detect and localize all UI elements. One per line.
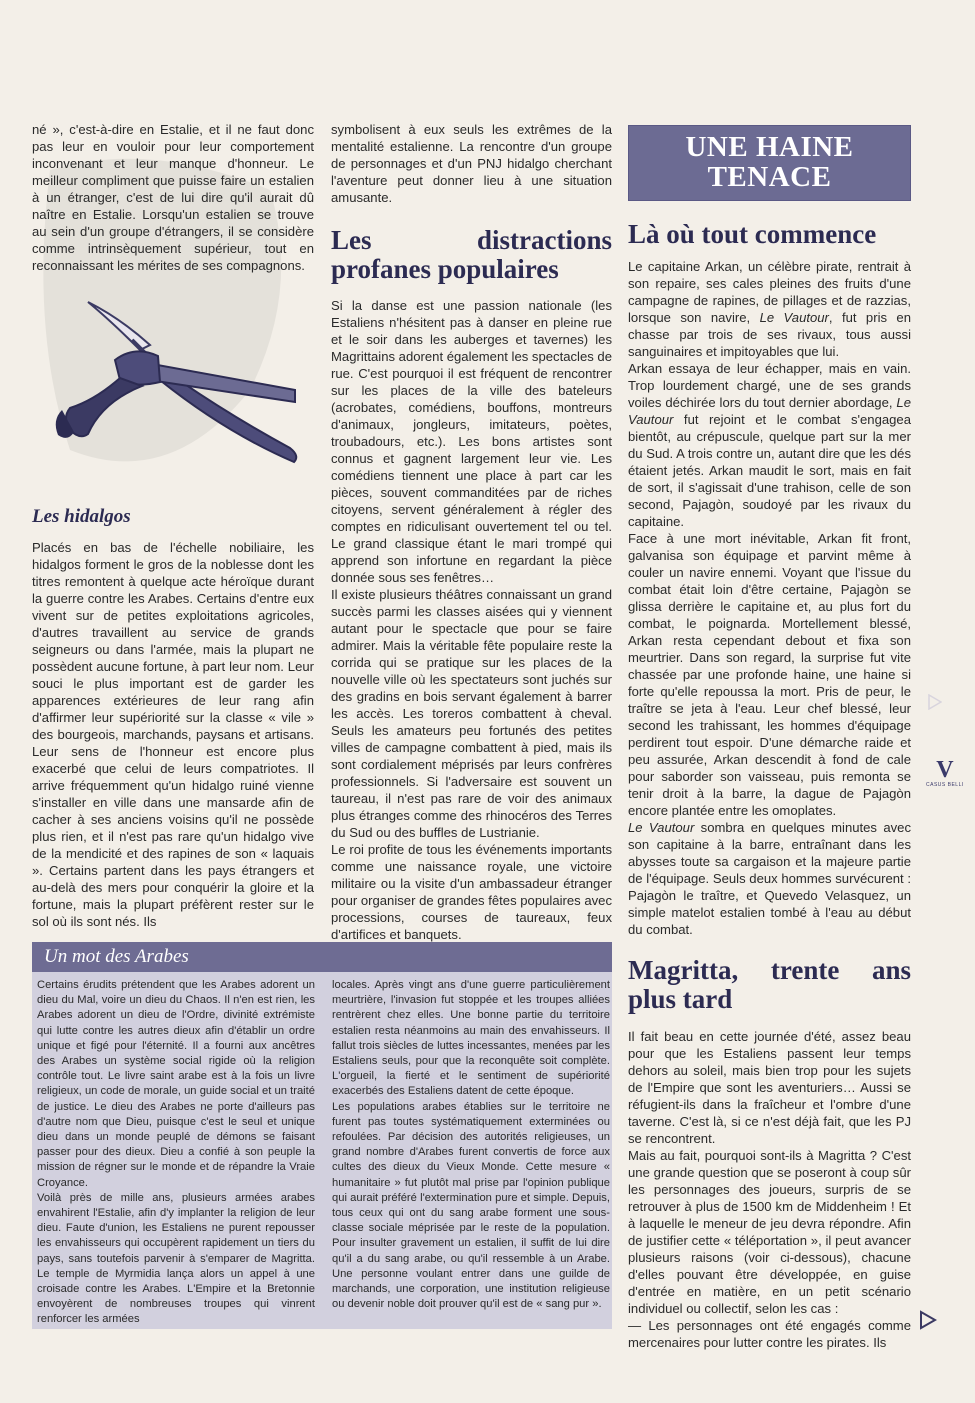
commence-p1 <box>628 258 911 360</box>
distractions-p3: Le roi profite de tous les événements importants comme une naissance royale, une victoire militaire ou la visite d'un ambassadeur étranger pour organiser de grandes fêtes populaires avec processions, courses de taureaux, feux d'artifices et banquets. <box>331 842 612 942</box>
commence-p2-a: Arkan essaya de leur échapper, mais en vain. Trop lourdement chargé, une de ses grands voiles déchirée lors du tout dernier abordage, <box>628 361 911 410</box>
commence-p1-a: Le capitaine Arkan, un célèbre pirate, rentrait à son repaire, ses cales pleines des fruits d'une campagne de rapines, de pillages et de razzias, lorsque son navire, <box>628 259 911 325</box>
sidebar-left-p2: Voilà près de mille ans, plusieurs armées arabes envahirent l'Estalie, afin d'y implanter la religion de leur dieu. Faute d'union, les Estaliens ne purent repousser les envahisseurs qui occupèrent rapidement un tiers du pays, sans toutefois parvenir à s'emparer de Magritta. Le temple de Myrmidia lança alors un appel à une croisade contre les Arabes. L'Empire et la Bretonnie envoyèrent de nombreuses troupes qui vinrent renforcer les armées <box>37 1191 315 1326</box>
commence-p4 <box>628 819 911 938</box>
faint-triangle-icon <box>928 694 942 710</box>
triangle-right-icon[interactable] <box>919 1310 937 1330</box>
commence-p4-b: sombra en quelques minutes avec son capitaine à la barre, entraînant dans les abysses toute sa cargaison et la majeure partie de l'équipage. Seuls deux hommes survécurent : Pajagòn le traître, et Quevedo Velasquez, un simple matelot estalien tombé à l'eau au début du combat. <box>628 820 912 937</box>
hidalgos-text: Placés en bas de l'échelle nobiliaire, les hidalgos forment le gros de la noblesse dont les titres remontent à quelque acte héroïque durant la guerre contre les Arabes. Certains d'entre eux vivent sur de petites exploitations agricoles, d'autres travaillent au service de grands seigneurs ou dans l'armée, mais la plupart ne possèdent aucune fortune, à part leur nom. Leur souci le plus important est de garder les apparences extérieures de leur rang afin d'affirmer leur supériorité sur la classe « vile » des bourgeois, marchands, paysans et artisans. Leur sens de l'honneur est encore plus exacerbé que celui de leurs compatriotes. Il arrive fréquemment qu'un hidalgo ruiné vienne s'installer en ville dans une mansarde afin de cacher à ses anciens voisins qu'il ne possède plus rien, et il n'est pas rare qu'un hidalgo vive de la mendicité et des rapines de son « laquais ». Certains partent dans les pays étrangers et au-delà des mers pour conquérir la gloire et la fortune, mais la plupart préfèrent rester sur le sol où ils sont nés. Ils <box>32 540 314 929</box>
page-section-mark <box>926 758 964 788</box>
col1-intro: né », c'est-à-dire en Estalie, et il ne faut donc pas leur en vouloir pour leur comportement inconvenant et leur manque d'honneur. Le meilleur compliment que puisse faire un estalien à un étranger, c'est de lui dire qu'il aurait dû naître en Estalie. Lorsqu'un estalien se trouve au sein d'un groupe d'étrangers, il se considère comme intrinsèquement supérieur, tout en reconnaissant les mérites de ses compagnons. <box>32 122 314 273</box>
sidebar-column-left <box>37 978 315 1328</box>
commence-heading: Là où tout commence <box>628 219 877 249</box>
ship-name: Le Vautour <box>628 395 911 427</box>
distractions-p2: Il existe plusieurs théâtres connaissant un grand succès parmi les classes aisées qui y viennent autant pour le spectacle que pour se faire admirer. Mais la véritable fête populaire reste la corrida qui se pratique sur les places de la nouvelle ville où les spectateurs sont juchés sur des gradins en bois servant également à barrer les accès. Les toreros combattent à cheval. Seuls les amateurs peu fortunés des petites villes de campagne combattent à pied, mais ils sont cordialement méprisés par leurs confrères professionnels. Si l'adversaire est souvent un taureau, il n'est pas rare de voir des animaux plus étranges comme des rhinocéros des Terres du Sud ou des buffles de Lustrianie. <box>331 587 612 840</box>
column-middle <box>331 121 612 943</box>
distractions-heading: Les distractions profanes populaires <box>331 225 612 284</box>
distractions-p1: Si la danse est une passion nationale (les Estaliens n'hésitent pas à danser en pleine rue et le soir dans les auberges et tavernes) les Magrittains adorent également les spectacles de rue. C'est pourquoi il est fréquent de rencontrer sur les places de la ville des bateleurs (acrobates, comédiens, bouffons, montreurs d'animaux, jongleurs, imitateurs, poètes, troubadours, etc.). Les bons artistes sont connus et gagnent largement leur vie. Les comédiens tiennent une place à part car les pièces, souvent commanditées par de riches citoyens, servent généralement à régler des comptes en ridiculisant ouvertement tel ou tel. Le grand classique étant le mari trompé qui apprend son infortune en regardant la pièce donnée sous ses fenêtres… <box>331 298 612 585</box>
magritta-p1: Il fait beau en cette journée d'été, assez beau pour que les Estaliens passent leur temps dehors au soleil, mais bien trop pour les sujets de l'Empire que sont les aventuriers… Aussi se réfugient-ils dans la fraîcheur et l'ombre d'une taverne. C'est là, si ce n'est déjà fait, que les PJ se rencontrent. <box>628 1029 911 1146</box>
column-left-lower <box>32 508 314 930</box>
ship-name: Le Vautour <box>628 820 695 835</box>
crossed-pistol-and-dagger-icon <box>40 290 310 475</box>
commence-p3: Face à une mort inévitable, Arkan fit front, galvanisa son équipage et parvint même à couler un navire ennemi. Voyant que l'issue du combat était loin d'être certaine, Pajagòn se glissa derrière le capitaine et, au plus fort du combat, le poignarda. Mortellement blessé, Arkan resta cependant debout et fixa son meurtrier. Dans son regard, la surprise fut vite chassée par une profonde haine, une haine si forte qu'elle repoussa la mort. Pris de peur, le traître se jeta à l'eau. Leur chef blessé, leur second les trahissant, les hommes d'équipage perdirent tout espoir. D'une démarche raide et peu assurée, Arkan descendit à fond de cale pour saborder son vaisseau, puis remonta se tenir droit à la barre, la dague de Pajagòn encore plantée entre les omoplates. <box>628 531 911 818</box>
commence-p2 <box>628 360 911 530</box>
sidebar-right-p1: locales. Après vingt ans d'une guerre particulièrement meurtrière, l'invasion fut stoppée et les troupes alliées rentrèrent chez elles. Une bonne partie du territoire estalien resta néanmoins au main des envahisseurs. Il fallut trois siècles de luttes incessantes, menées par les Estaliens seuls, pour que la reconquête soit complète. L'orgueil, la fierté et le sentiment de supériorité exacerbés des Estaliens datent de cette époque. <box>332 979 610 1098</box>
sidebar-box <box>32 942 612 1329</box>
magritta-p3: — Les personnages ont été engagés comme mercenaires pour lutter contre les pirates. Ils <box>628 1318 911 1350</box>
sidebar-column-right <box>332 978 610 1312</box>
col2-intro: symbolisent à eux seuls les extrêmes de la mentalité estalienne. La rencontre d'un groupe de personnages et d'un PNJ hidalgo cherchant l'aventure peut donner lieu à une situation amusante. <box>331 122 612 205</box>
ship-name: Le Vautour <box>759 310 829 325</box>
sidebar-right-p2: Les populations arabes établies sur le territoire ne furent pas toutes systématiquement exterminées ou refoulées. Par décision des autorités religieuses, un grand nombre d'Arabes furent convertis de force aux cultes des dieux du Vieux Monde. Cette mesure « humanitaire » fut plutôt mal prise par l'opinion publique qui aurait préféré l'extermination pure et simple. Depuis, tous ceux qui ont du sang arabe forment une sous-classe sociale méprisée par le reste de la population. Pour insulter gravement un estalien, il suffit de lui dire qu'il a du sang arabe, ou qu'il ressemble à un Arabe. Une personne voulant entrer dans une guilde de marchands, une corporation, une institution religieuse ou devenir noble doit prouver qu'il est de « sang pur ». <box>332 1100 610 1311</box>
hidalgos-heading: Les hidalgos <box>32 506 131 527</box>
commence-p2-b: fut rejoint et le combat s'engagea bientôt, au crépuscule, quelque part sur la mer du Sud. A trois contre un, autant dire que les dés étaient jetés. Arkan maudit le sort, mais en fait de sort, il s'agissait d'une trahison, celle de son second, Pajagòn, soudoyé par les rivaux du capitaine. <box>628 412 911 529</box>
sidebar-left-p1: Certains érudits prétendent que les Arabes adorent un dieu du Mal, voire un dieu du Chaos. Il n'en est rien, les Arabes adorent un dieu de l'Ordre, divinité extrémiste qui lutte contre les autres dieux afin d'établir un ordre unique et figé pour l'éternité. Il a fourni aux ancêtres des Arabes un système social rigide où la religion contrôle tout. Le livre saint arabe est à la fois un livre religieux, un code de morale, un guide social et un traité de justice. Le dieu des Arabes ne porte d'ailleurs pas d'autre nom que Dieu, puisque c'est le seul et unique dieu dans un monde peuplé de démons se faisant passer pour des dieux. Dieu a confié à son peuple la mission de régner sur le monde et de répandre la Vraie Croyance. <box>37 979 315 1189</box>
column-left <box>32 121 314 274</box>
magritta-p2: Mais au fait, pourquoi sont-ils à Magritta ? C'est une grande question que se poseront à coup sûr les personnages des joueurs, surpris de se retrouver à plus de 1500 km de Middenheim ! Et à laquelle le meneur de jeu devra répondre. Afin de justifier cette « téléportation », il peut avancer plusieurs raisons (voir ci-dessous), chacune d'elles pouvant être développée, en guise d'entrée en matière, en un petit scénario individuel ou collectif, selon les cas : <box>628 1148 911 1316</box>
magritta-heading: Magritta, trente ans plus tard <box>628 955 911 1014</box>
section-title-box: UNE HAINE TENACE <box>628 125 911 201</box>
column-right <box>628 125 911 1351</box>
brand-label: CASUS BELLI <box>926 782 964 788</box>
commence-p1-b: , fut pris en chasse par trois de ses rivaux, tous aussi sanguinaires et impitoyables que lui. <box>628 310 911 359</box>
page-roman-numeral: V <box>936 757 954 783</box>
sidebar-title: Un mot des Arabes <box>32 942 612 972</box>
